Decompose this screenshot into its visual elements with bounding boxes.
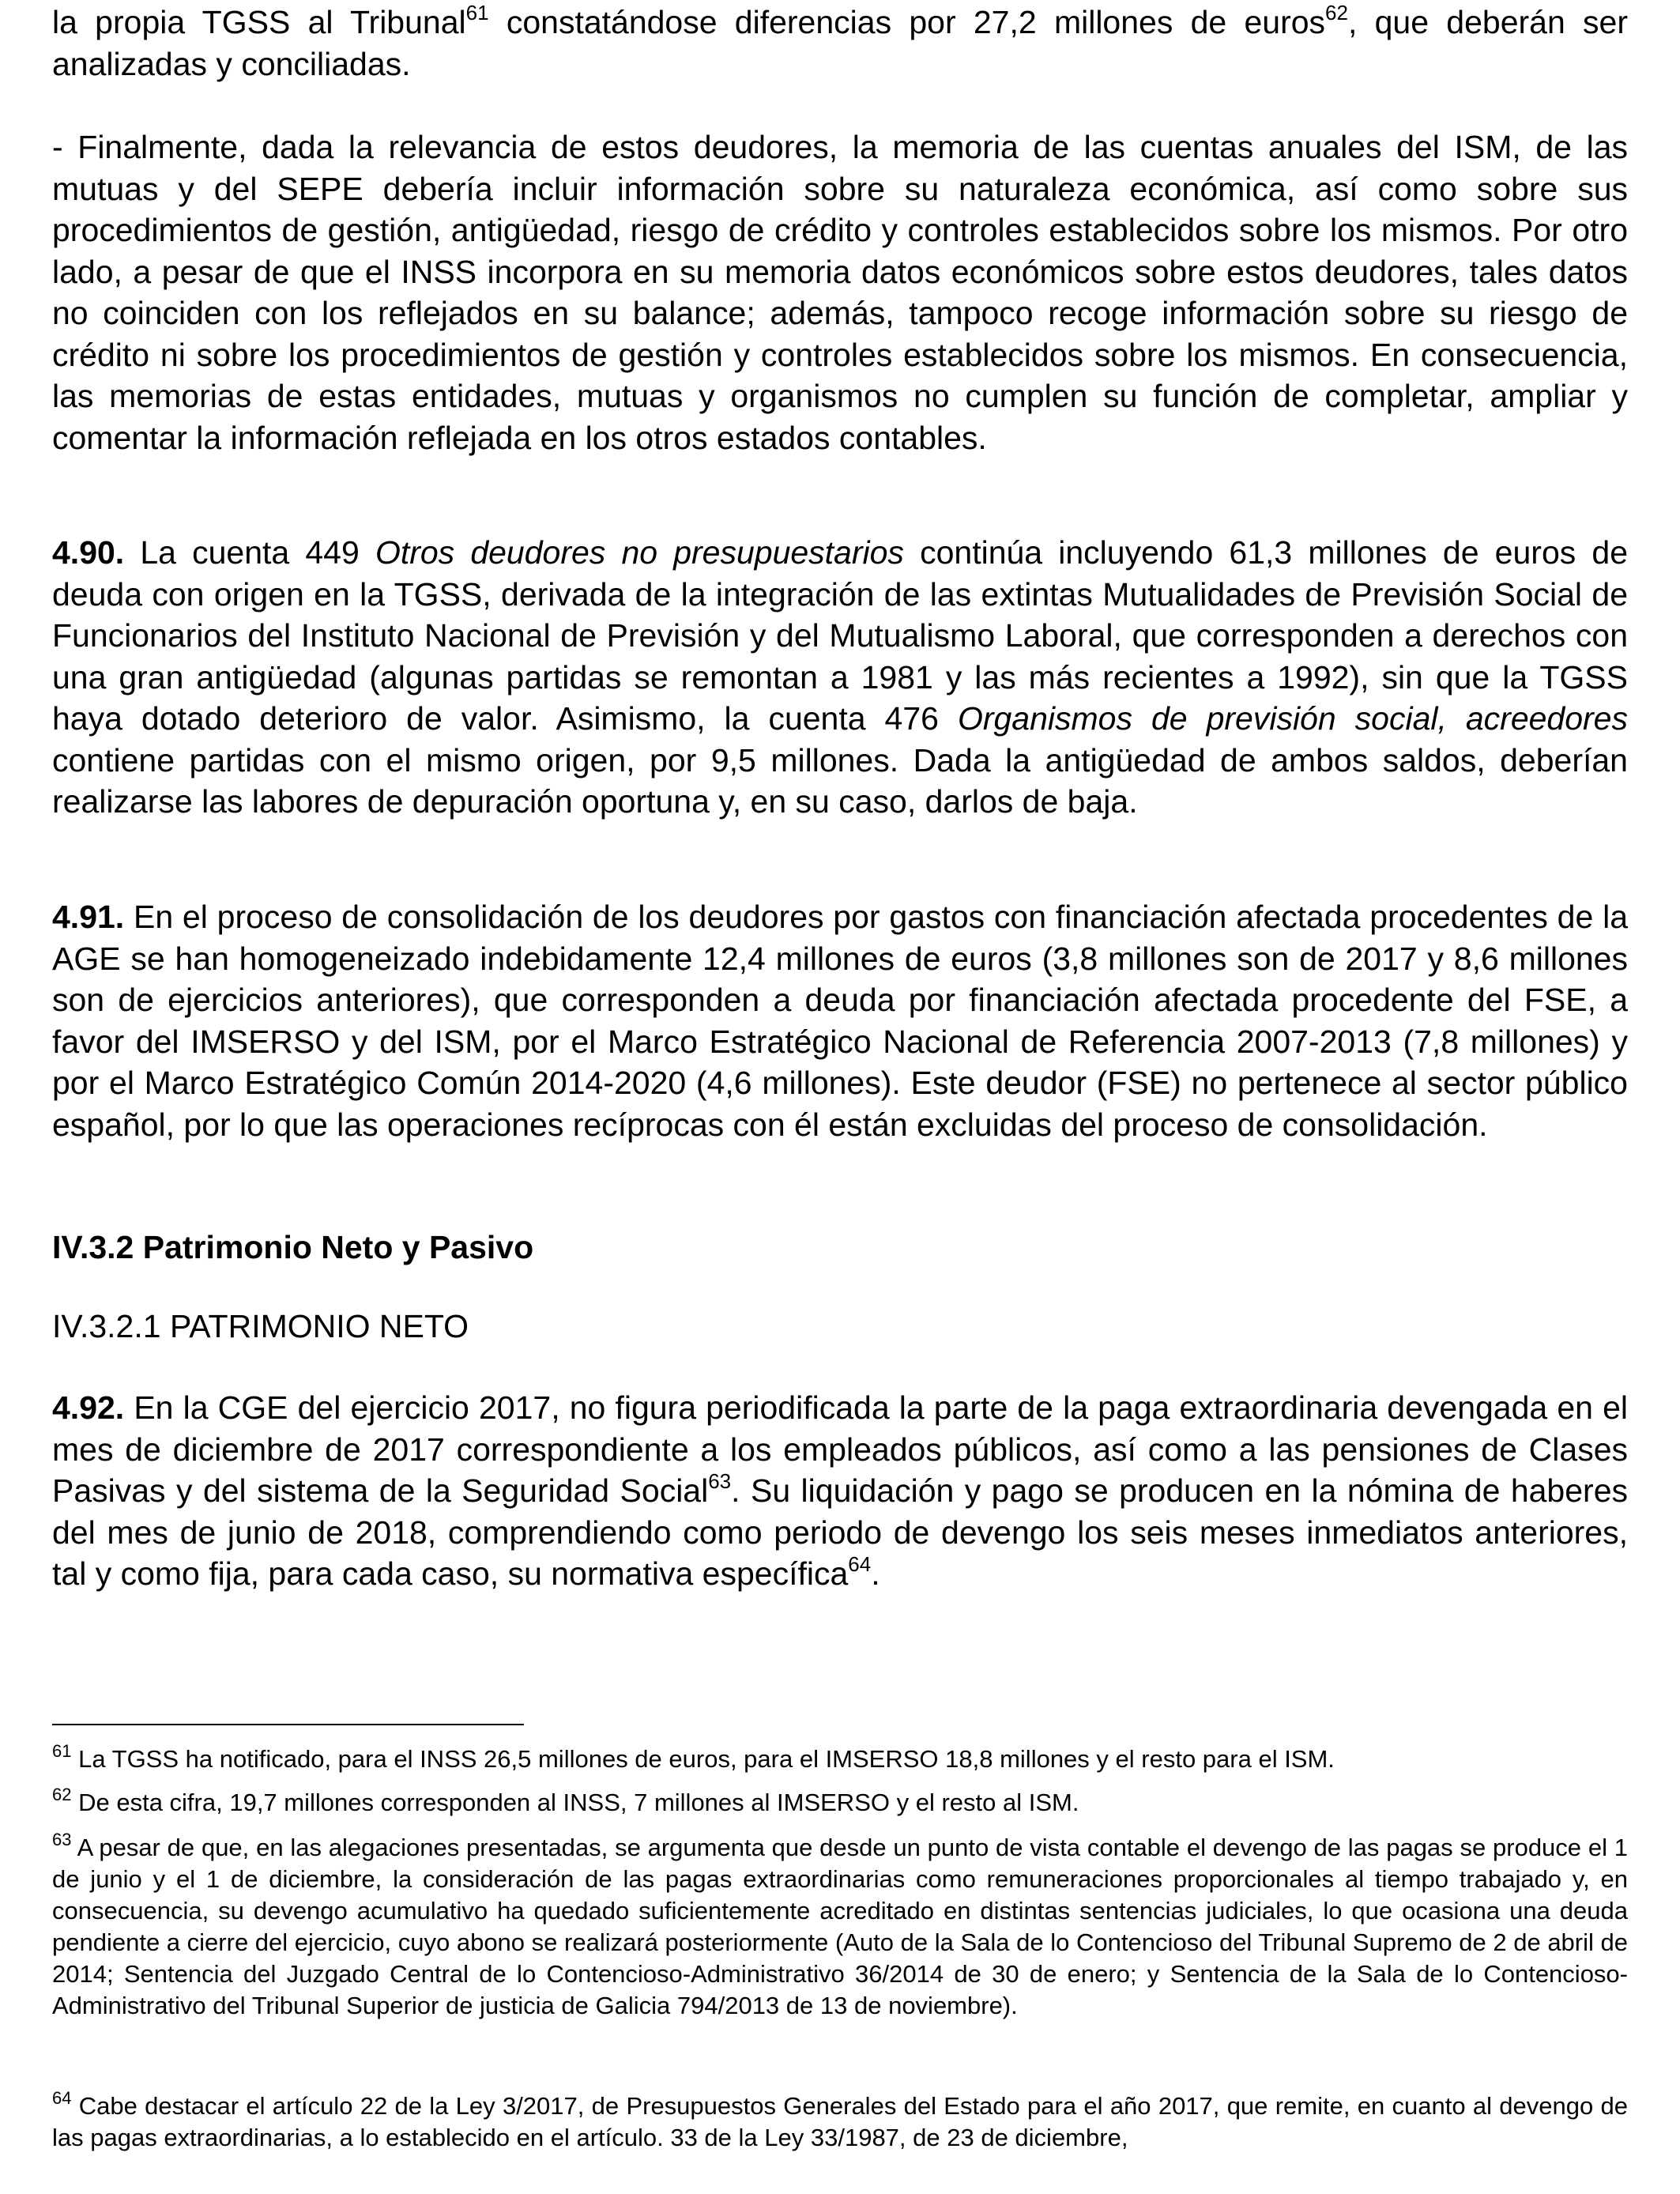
paragraph-text: , que deberán ser analizadas y conciliadas. [52,4,1629,82]
paragraph-text: . [871,1555,880,1592]
paragraph-text: continúa incluyendo 61,3 millones de euros de deuda con origen en la TGSS, derivada de la integración de las extintas Mutualidades de Previsión Social de Funcionarios del Instituto Nacional de Previsión y del Mutualismo Laboral, que corresponden a derechos con una gran antigüedad (algunas partidas se remontan a 1981 y las más recientes a 1992), sin que la TGSS haya dotado deterioro de valor. Asimismo, la cuenta 476 [52,534,1628,737]
footnote-64 [52,2087,1628,2154]
paragraph-continuation [52,2,1628,85]
subsection-heading: IV.3.2.1 PATRIMONIO NETO [52,1308,469,1344]
paragraph-text: En la CGE del ejercicio 2017, no figura periodificada la parte de la paga extraordinaria devengada en el mes de diciembre de 2017 correspondiente a los empleados públicos, así como a las pensiones de Clases Pasivas y del sistema de la Seguridad Social [52,1389,1628,1509]
footnote-text: A pesar de que, en las alegaciones presentadas, se argumenta que desde un punto de vista contable el devengo de las pagas se produce el 1 de junio y el 1 de diciembre, la consideración de las pagas extraordinarias como remuneraciones proporcionales al tiempo trabajado y, en consecuencia, su devengo acumulativo ha quedado suficientemente acreditado en distintas sentencias judiciales, lo que ocasiona una deuda pendiente a cierre del ejercicio, cuyo abono se realizará posteriormente (Auto de la Sala de lo Contencioso del Tribunal Supremo de 2 de abril de 2014; Sentencia del Juzgado Central de lo Contencioso-Administrativo 36/2014 de 30 de enero; y Sentencia de la Sala de lo Contencioso-Administrativo del Tribunal Superior de justicia de Galicia 794/2013 de 13 de noviembre). [52,1834,1628,2019]
paragraph-4-92 [52,1387,1628,1595]
footnote-text: La TGSS ha notificado, para el INSS 26,5 millones de euros, para el IMSERSO 18,8 millones y el resto para el ISM. [71,1745,1335,1773]
footnote-number: 61 [52,1740,72,1761]
footnote-ref-63[interactable]: 63 [708,1469,732,1494]
footnote-ref-62[interactable]: 62 [1325,1,1348,25]
paragraph-text: - Finalmente, dada la relevancia de estos deudores, la memoria de las cuentas anuales del ISM, de las mutuas y del SEPE debería incluir información sobre su naturaleza económica, así como sobre sus procedimientos de gestión, antigüedad, riesgo de crédito y controles establecidos sobre los mismos. Por otro lado, a pesar de que el INSS incorpora en su memoria datos económicos sobre estos deudores, tales datos no coinciden con los reflejados en su balance; además, tampoco recoge información sobre su riesgo de crédito ni sobre los procedimientos de gestión y controles establecidos sobre los mismos. En consecuencia, las memorias de estas entidades, mutuas y organismos no cumplen su función de completar, ampliar y comentar la información reflejada en los otros estados contables. [52,129,1628,456]
paragraph-number: 4.92. [52,1389,125,1426]
account-name: Organismos de previsión social, acreedores [957,700,1628,737]
paragraph-text: la propia TGSS al Tribunal [52,4,466,40]
paragraph-number: 4.91. [52,899,125,935]
footnote-separator [52,1724,524,1725]
footnote-number: 62 [52,1784,72,1804]
account-name: Otros deudores no presupuestarios [375,534,904,571]
paragraph-text: . Su liquidación y pago se producen en la nómina de haberes del mes de junio de 2018, comprendiendo como periodo de devengo los seis meses inmediatos anteriores, tal y como fija, para cada caso, su normativa específica [52,1472,1628,1592]
footnote-text: De esta cifra, 19,7 millones corresponden al INSS, 7 millones al IMSERSO y el resto al ISM. [71,1789,1079,1816]
paragraph-text: La cuenta 449 [124,534,375,571]
paragraph-finalmente [52,126,1628,458]
footnote-ref-61[interactable]: 61 [465,1,489,25]
paragraph-4-90 [52,532,1628,823]
paragraph-text: constatándose diferencias por 27,2 millones de euros [488,4,1326,40]
section-heading: IV.3.2 Patrimonio Neto y Pasivo [52,1229,534,1265]
footnote-61 [52,1740,1628,1775]
footnote-number: 63 [52,1829,72,1849]
footnote-ref-64[interactable]: 64 [848,1552,872,1577]
paragraph-4-91 [52,896,1628,1145]
footnote-63 [52,1829,1628,2022]
footnote-number: 64 [52,2087,72,2108]
paragraph-text: contiene partidas con el mismo origen, por 9,5 millones. Dada la antigüedad de ambos saldos, deberían realizarse las labores de depuración oportuna y, en su caso, darlos de baja. [52,741,1628,820]
paragraph-number: 4.90. [52,534,125,571]
paragraph-text: En el proceso de consolidación de los deudores por gastos con financiación afectada procedentes de la AGE se han homogeneizado indebidamente 12,4 millones de euros (3,8 millones son de 2017 y 8,6 millones son de ejercicios anteriores), que corresponden a deuda por financiación afectada procedente del FSE, a favor del IMSERSO y del ISM, por el Marco Estratégico Nacional de Referencia 2007-2013 (7,8 millones) y por el Marco Estratégico Común 2014-2020 (4,6 millones). Este deudor (FSE) no pertenece al sector público español, por lo que las operaciones recíprocas con él están excluidas del proceso de consolidación. [52,899,1628,1143]
footnote-62 [52,1784,1628,1819]
footnote-text: Cabe destacar el artículo 22 de la Ley 3/2017, de Presupuestos Generales del Estado para el año 2017, que remite, en cuanto al devengo de las pagas extraordinarias, a lo establecido en el artículo. 33 de la Ley 33/1987, de 23 de diciembre, [52,2092,1628,2151]
